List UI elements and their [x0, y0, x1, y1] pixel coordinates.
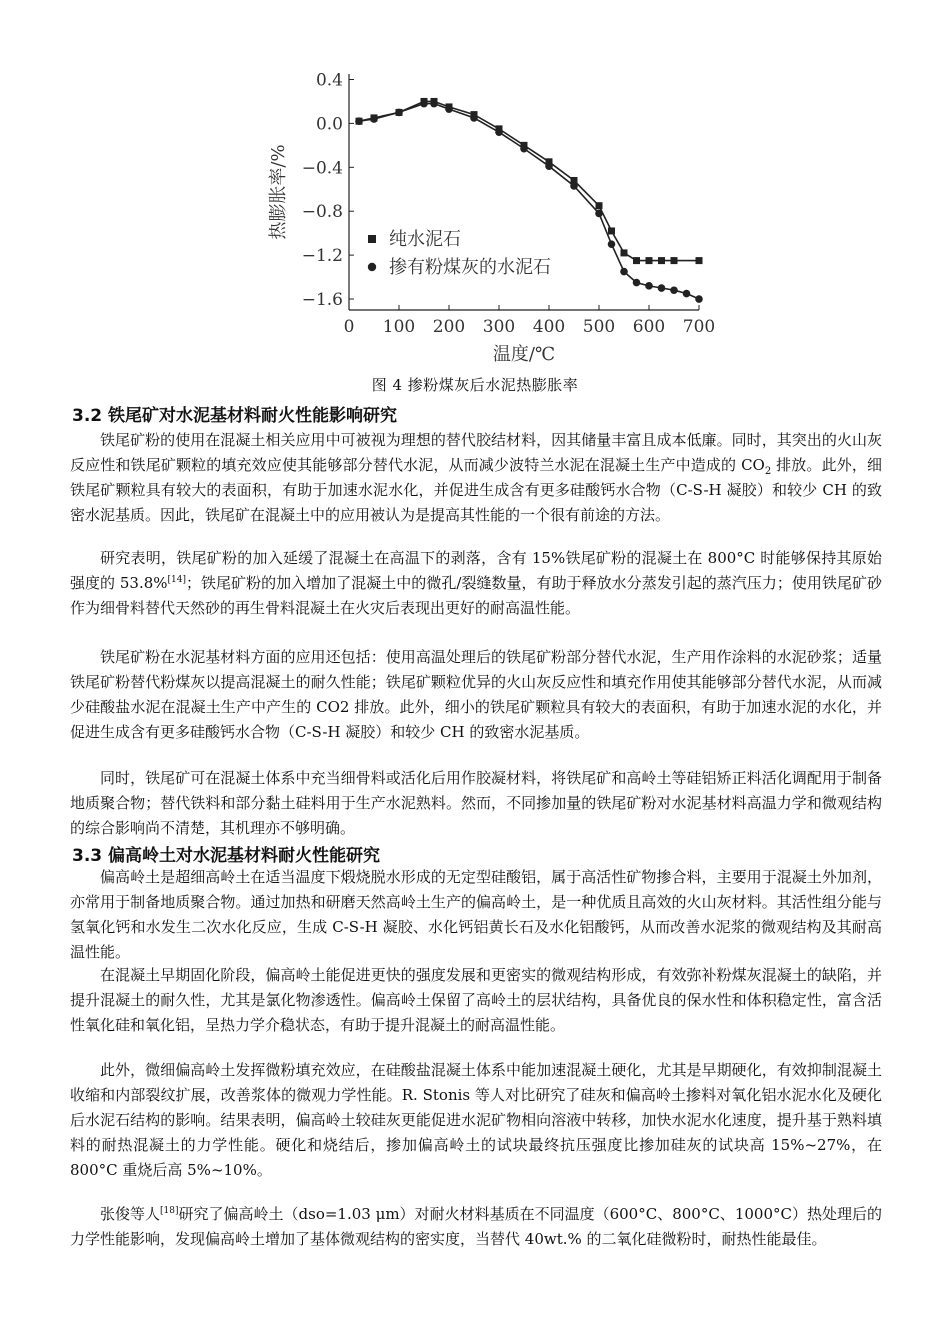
y-tick-label: −0.8 [301, 202, 343, 223]
legend-square-marker [368, 235, 376, 243]
series-2-point [695, 295, 703, 303]
paragraph-2-text-a: 研究表明，铁尾矿粉的加入延缓了混凝土在高温下的剥落，含有 15%铁尾矿粉的混凝土在 800°C 时能够保持其原始强度的 53.8% [70, 549, 882, 592]
paragraph-5: 偏高岭土是超细高岭土在适当温度下煅烧脱水形成的无定型硅酸铝，属于高活性矿物掺合料，主要用于混凝土外加剂，亦常用于制备地质聚合物。通过加热和研磨天然高岭土生产的偏高岭土，是一种优质且高效的火山灰材料。其活性组分能与氢氧化钙和水发生二次水化反应，生成 C-S-H 凝胶、水化钙铝黄长石及水化铝酸钙，从而改善水泥浆的微观结构及其耐高温性能。 [70, 868, 882, 961]
section-heading-3-2: 3.2 铁尾矿对水泥基材料耐火性能影响研究 [72, 406, 398, 426]
section-heading-3-3: 3.3 偏高岭土对水泥基材料耐火性能研究 [72, 846, 381, 866]
series-2-point [370, 115, 378, 123]
x-tick-label: 700 [682, 317, 716, 337]
series-2-point [545, 162, 553, 170]
series-1-point [671, 257, 678, 264]
citation-18[interactable]: [18] [160, 1206, 179, 1216]
series-2-point [470, 114, 478, 122]
series-2-point [595, 210, 603, 218]
paragraph-1-text-a: 铁尾矿粉的使用在混凝土相关应用中可被视为理想的替代胶结材料，因其储量丰富且成本低廉。同时，其突出的火山灰反应性和铁尾矿颗粒的填充效应使其能够部分替代水泥，从而减少波特兰水泥在混凝土生产中造成的 CO [70, 431, 882, 474]
figure-caption: 图 4 掺粉煤灰后水泥热膨胀率 [371, 376, 579, 394]
legend-label: 掺有粉煤灰的水泥石 [389, 257, 551, 278]
series-1-point [658, 257, 665, 264]
series-1-point [621, 249, 628, 256]
series-2-point [495, 128, 503, 136]
series-2-point [683, 290, 691, 298]
legend-label: 纯水泥石 [389, 229, 461, 250]
series-2-point [670, 286, 678, 294]
series-1-point [596, 202, 603, 209]
series-2-point [608, 240, 616, 248]
x-tick-label: 300 [482, 317, 516, 337]
y-axis-label: 热膨胀率/% [268, 144, 289, 240]
thermal-expansion-chart [262, 60, 732, 370]
series-2-point [395, 109, 403, 117]
chart-axes [268, 70, 715, 365]
paragraph-2 [70, 546, 882, 621]
series-1-point [696, 257, 703, 264]
paragraph-6: 在混凝土早期固化阶段，偏高岭土能促进更快的强度发展和更密实的微观结构形成，有效弥补粉煤灰混凝土的缺陷，并提升混凝土的耐久性，尤其是氯化物渗透性。偏高岭土保留了高岭土的层状结构，具备优良的保水性和体积稳定性，富含活性氧化硅和氧化铝，呈热力学介稳状态，有助于提升混凝土的耐高温性能。 [70, 966, 882, 1034]
paragraph-2-text-b: ；铁尾矿粉的加入增加了混凝土中的微孔/裂缝数量，有助于释放水分蒸发引起的蒸汽压力；使用铁尾矿砂作为细骨料替代天然砂的再生骨料混凝土在火灾后表现出更好的耐高温性能。 [70, 574, 883, 617]
x-tick-label: 200 [432, 317, 466, 337]
x-tick-label: 100 [382, 317, 416, 337]
series-2-point [620, 268, 628, 276]
series-2-point [520, 145, 528, 153]
series-2-point [570, 182, 578, 190]
y-tick-label: −1.2 [301, 246, 343, 267]
paragraph-1-text-b: 排放。此外，细铁尾矿颗粒具有较大的表面积，有助于加速水泥水化，并促进生成含有更多硅酸钙水合物（C-S-H 凝胶）和较少 CH 的致密水泥基质。因此，铁尾矿在混凝土中的应用被认为是提高其性能的一个很有前途的方法。 [70, 456, 882, 524]
legend-circle-marker [368, 263, 376, 271]
co2-subscript: 2 [764, 466, 772, 477]
series-2-point [445, 105, 453, 113]
series-2-point [658, 284, 666, 292]
series-2-point [355, 117, 363, 125]
x-tick-label: 500 [582, 317, 616, 337]
y-tick-label: −1.6 [301, 290, 343, 311]
x-tick-label: 0 [343, 317, 355, 337]
y-tick-label: −0.4 [301, 158, 343, 179]
figure-4 [262, 60, 732, 370]
x-axis-label: 温度/℃ [492, 344, 556, 365]
paragraph-7: 此外，微细偏高岭土发挥微粉填充效应，在硅酸盐混凝土体系中能加速混凝土硬化，尤其是早期硬化，有效抑制混凝土收缩和内部裂纹扩展，改善浆体的微观力学性能。R. Stonis 等人对比研究了硅灰和偏高岭土掺料对氧化铝水泥水化及硬化后水泥石结构的影响。结果表明，偏高岭土较硅灰更能促进水泥矿物相向溶液中转移，加快水泥水化速度，提升基于熟料填料的耐热混凝土的力学性能。硬化和烧结后，掺加偏高岭土的试块最终抗压强度比掺加硅灰的试块高 15%~27%，在 800°C 重烧后高 5%~10%。 [70, 1061, 882, 1179]
series-1-point [633, 257, 640, 264]
paragraph-1 [70, 428, 882, 528]
series-1-point [646, 257, 653, 264]
series-1-point [608, 227, 615, 234]
paragraph-8-text-b: 研究了偏高岭土（dso=1.03 μm）对耐火材料基质在不同温度（600°C、800°C、1000°C）热处理后的力学性能影响，发现偏高岭土增加了基体微观结构的密实度，当替代 40wt.% 的二氧化硅微粉时，耐热性能最佳。 [70, 1205, 882, 1248]
y-tick-label: 0.0 [315, 114, 343, 135]
citation-14[interactable]: [14] [167, 575, 186, 585]
series-2-point [633, 279, 641, 287]
series-2-point [430, 100, 438, 108]
paragraph-8-text-a: 张俊等人 [100, 1205, 161, 1223]
paragraph-3: 铁尾矿粉在水泥基材料方面的应用还包括：使用高温处理后的铁尾矿粉部分替代水泥，生产用作涂料的水泥砂浆；适量铁尾矿粉替代粉煤灰以提高混凝土的耐久性能；铁尾矿颗粒优异的火山灰反应性和填充作用使其能够部分替代水泥，从而减少硅酸盐水泥在混凝土生产中产生的 CO2 排放。此外，细小的铁尾矿颗粒具有较大的表面积，有助于加速水泥的水化，并促进生成含有更多硅酸钙水合物（C-S-H 凝胶）和较少 CH 的致密水泥基质。 [70, 648, 882, 741]
chart-legend [368, 229, 551, 278]
x-tick-label: 600 [632, 317, 666, 337]
paragraph-8 [70, 1202, 882, 1252]
series-2-point [645, 282, 653, 290]
paragraph-4: 同时，铁尾矿可在混凝土体系中充当细骨料或活化后用作胶凝材料，将铁尾矿和高岭土等硅铝矫正料活化调配用于制备地质聚合物；替代铁料和部分黏土硅料用于生产水泥熟料。然而，不同掺加量的铁尾矿粉对水泥基材料高温力学和微观结构的综合影响尚不清楚，其机理亦不够明确。 [70, 769, 882, 837]
x-tick-label: 400 [532, 317, 566, 337]
series-2-point [420, 100, 428, 108]
y-tick-label: 0.4 [315, 70, 343, 91]
